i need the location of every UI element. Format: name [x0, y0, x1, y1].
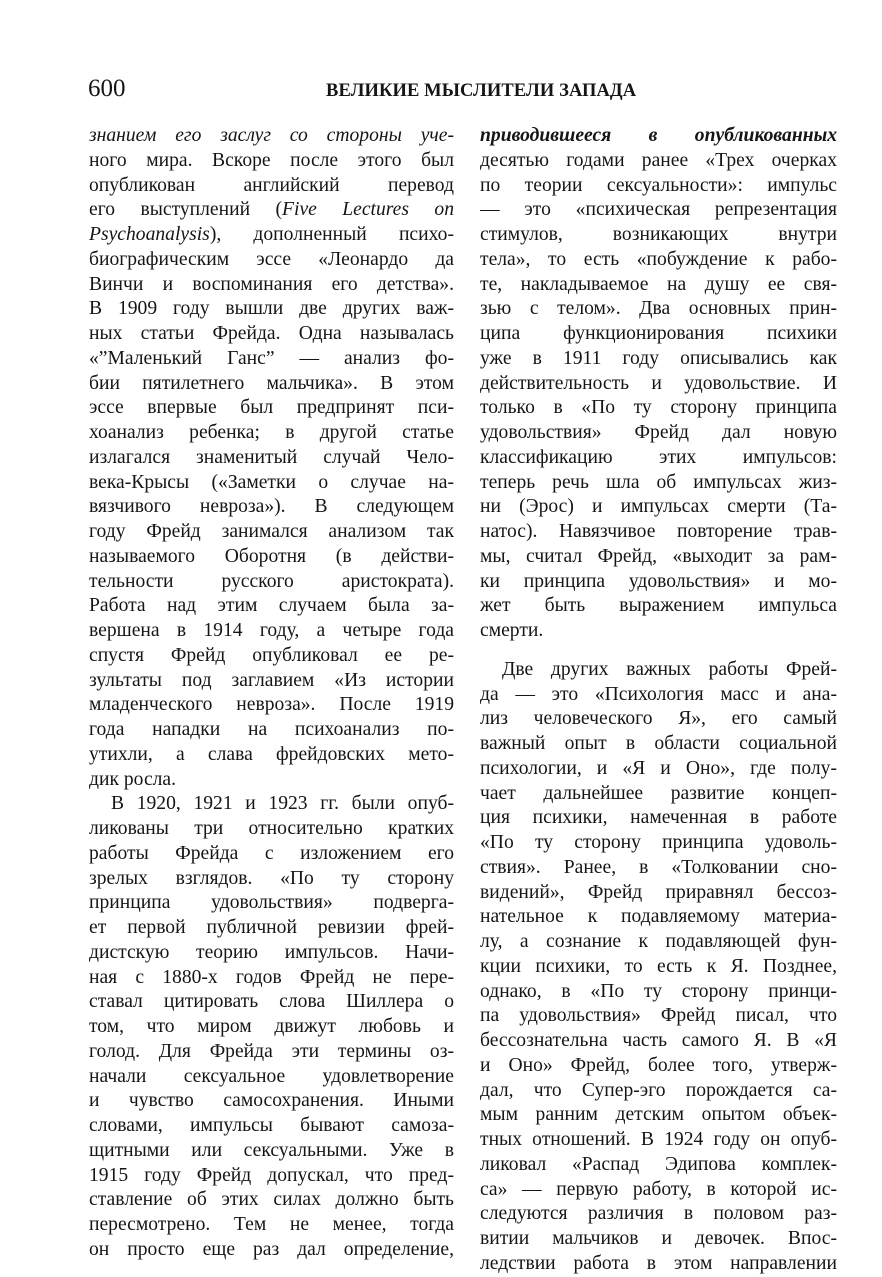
text-line: голод. Для Фрейда эти термины оз-	[89, 1040, 454, 1062]
book-title-italic: Five Lectures on	[282, 199, 454, 221]
book-title-italic: Psychoanalysis	[89, 224, 210, 245]
text-line: бии пятилетнего мальчика». В этом	[89, 372, 454, 394]
text-line: знанием его заслуг со стороны уче-	[89, 125, 454, 146]
text-line: «По ту сторону принципа удоволь-	[480, 832, 837, 853]
text-line: Винчи и воспоминания его детства».	[89, 273, 454, 295]
text-line: дистскую теорию импульсов. Начи-	[89, 941, 454, 963]
text-fragment: его выступлений (	[89, 199, 283, 221]
text-line	[89, 223, 454, 248]
text-line: чает дальнейшее развитие концеп-	[480, 782, 837, 804]
text-line: дик росла.	[89, 768, 177, 790]
text-line: однако, в «По ту сторону принци-	[480, 980, 837, 1002]
text-line: тельности русского аристократа).	[89, 570, 454, 592]
text-line: ставал цитировать слова Шиллера о	[89, 991, 454, 1013]
text-line: лу, а сознание к подавляющей фун-	[480, 931, 837, 952]
text-line: следуются различия в половом раз-	[480, 1203, 837, 1225]
text-line: только в «По ту сторону принципа	[480, 397, 837, 419]
text-line: вязчивого невроза»). В следующем	[89, 496, 454, 518]
text-line: дал, что Супер-эго порождается са-	[480, 1079, 837, 1101]
text-line: лиз человеческого Я», его самый	[480, 708, 837, 730]
text-line: «”Маленький Ганс” — анализ фо-	[89, 347, 454, 369]
text-line: тела», то есть «побуждение к рабо-	[480, 248, 837, 270]
text-line: и Оно» Фрейд, более того, утверж-	[480, 1054, 837, 1076]
text-line: действительность и удовольствие. И	[480, 372, 837, 394]
text-line: работы Фрейда с изложением его	[89, 842, 454, 864]
text-line: ни (Эрос) и импульсах смерти (Та-	[480, 496, 837, 518]
text-line: теперь речь шла об импульсах жиз-	[480, 471, 837, 493]
text-line: ледствии работа в этом направлении	[480, 1252, 837, 1274]
text-line: те, накладываемое на душу ее свя-	[480, 273, 837, 295]
paragraph-first-line: В 1920, 1921 и 1923 гг. были опуб-	[111, 793, 454, 815]
text-line: излагался знаменитый случай Чело-	[89, 446, 454, 468]
text-line: ного мира. Вскоре после этого был	[89, 149, 454, 171]
text-line: уже в 1911 году описывались как	[480, 347, 837, 369]
text-line: зрелых взглядов. «По ту сторону	[89, 867, 454, 889]
text-line: и чувство самосохранения. Иными	[89, 1090, 454, 1112]
text-line: важный опыт в области социальной	[480, 733, 837, 754]
text-line: стимулов, возникающих внутри	[480, 224, 837, 245]
text-line: мы, считал Фрейд, «выходит за рам-	[480, 545, 837, 567]
text-line: ция психики, намеченная в работе	[480, 807, 837, 829]
text-line: хоанализ ребенка; в другой статье	[89, 422, 454, 443]
left-column	[89, 124, 454, 1263]
text-line: ных статьи Фрейда. Одна называлась	[89, 323, 454, 344]
text-line: жет быть выражением импульса	[480, 595, 837, 617]
text-line: кции психики, то есть к Я. Позднее,	[480, 955, 837, 977]
text-line: ставление об этих силах должно быть	[89, 1189, 454, 1211]
text-line: по теории сексуальности»: импульс	[480, 174, 837, 196]
text-line: зультаты под заглавием «Из истории	[89, 669, 454, 691]
text-line: щитными или сексуальными. Уже в	[89, 1139, 454, 1161]
text-line: смерти.	[480, 620, 544, 641]
text-line: нательное к подавляемому материа-	[480, 906, 837, 928]
text-line: начали сексуальное удовлетворение	[89, 1065, 454, 1087]
text-line: эссе впервые был предпринят пси-	[89, 397, 454, 419]
right-column	[480, 124, 837, 1277]
paragraph-first-line: Две других важных работы Фрей-	[502, 658, 837, 680]
text-fragment: ), дополненный психо-	[209, 224, 454, 245]
text-line: словами, импульсы бывают самоза-	[89, 1115, 454, 1136]
text-line: называемого Оборотня (в действи-	[89, 545, 454, 567]
text-line: биографическим эссе «Леонардо да	[89, 248, 454, 270]
text-line: са» — первую работу, в которой ис-	[480, 1178, 837, 1200]
text-line: да — это «Психология масс и ана-	[480, 683, 837, 705]
text-line: психологии, и «Я и Оно», где полу-	[480, 757, 837, 779]
text-line: ликованы три относительно кратких	[89, 818, 454, 839]
text-line: он просто еще раз дал определение,	[89, 1238, 454, 1260]
text-line: ствия». Ранее, в «Толковании сно-	[480, 856, 837, 878]
text-line: классификацию этих импульсов:	[480, 446, 837, 468]
text-line: тных отношений. В 1924 году он опуб-	[480, 1129, 837, 1150]
text-line: мым ранним детским опытом объек-	[480, 1104, 837, 1126]
page-header	[88, 74, 830, 104]
text-line: В 1909 году вышли две других важ-	[89, 298, 454, 320]
text-line: приводившееся в опубликованных	[480, 125, 837, 146]
text-line: принципа удовольствия» подверга-	[89, 892, 454, 914]
text-line: ципа функционирования психики	[480, 323, 837, 344]
text-line: Работа над этим случаем была за-	[89, 595, 454, 617]
text-line: утихли, а слава фрейдовских мето-	[89, 743, 454, 765]
text-line: спустя Фрейд опубликовал ее ре-	[89, 644, 454, 666]
text-line: 1915 году Фрейд допускал, что пред-	[89, 1164, 454, 1186]
text-line: десятью годами ранее «Трех очерках	[480, 149, 837, 171]
text-line: пересмотрено. Тем не менее, тогда	[89, 1214, 454, 1235]
text-line: удовольствия» Фрейд дал новую	[480, 422, 837, 443]
text-line: ет первой публичной ревизии фрей-	[89, 917, 454, 938]
text-line: бессознательна часть самого Я. В «Я	[480, 1030, 837, 1051]
page-number: 600	[88, 75, 126, 102]
text-line: витии мальчиков и девочек. Впос-	[480, 1228, 837, 1249]
text-line: па удовольствия» Фрейд писал, что	[480, 1005, 837, 1027]
text-line	[89, 198, 454, 223]
text-line: том, что миром движут любовь и	[89, 1016, 454, 1037]
text-line: зью с телом». Два основных прин-	[480, 298, 837, 320]
text-line: вершена в 1914 году, а четыре года	[89, 620, 454, 641]
text-line: ки принципа удовольствия» и мо-	[480, 570, 837, 592]
text-line: видений», Фрейд приравнял бессоз-	[480, 881, 837, 903]
text-line: — это «психическая репрезентация	[480, 199, 837, 221]
text-line: натос). Навязчивое повторение трав-	[480, 521, 837, 542]
text-line: века-Крысы («Заметки о случае на-	[89, 471, 454, 493]
text-line: ликовал «Распад Эдипова комплек-	[480, 1153, 837, 1175]
text-line: младенческого невроза». После 1919	[89, 694, 454, 716]
text-line: году Фрейд занимался анализом так	[89, 521, 454, 542]
text-line: ная с 1880-х годов Фрейд не пере-	[89, 966, 454, 988]
running-title: ВЕЛИКИЕ МЫСЛИТЕЛИ ЗАПАДА	[326, 81, 637, 101]
text-line: опубликован английский перевод	[89, 174, 454, 196]
text-line: года нападки на психоанализ по-	[89, 719, 454, 740]
